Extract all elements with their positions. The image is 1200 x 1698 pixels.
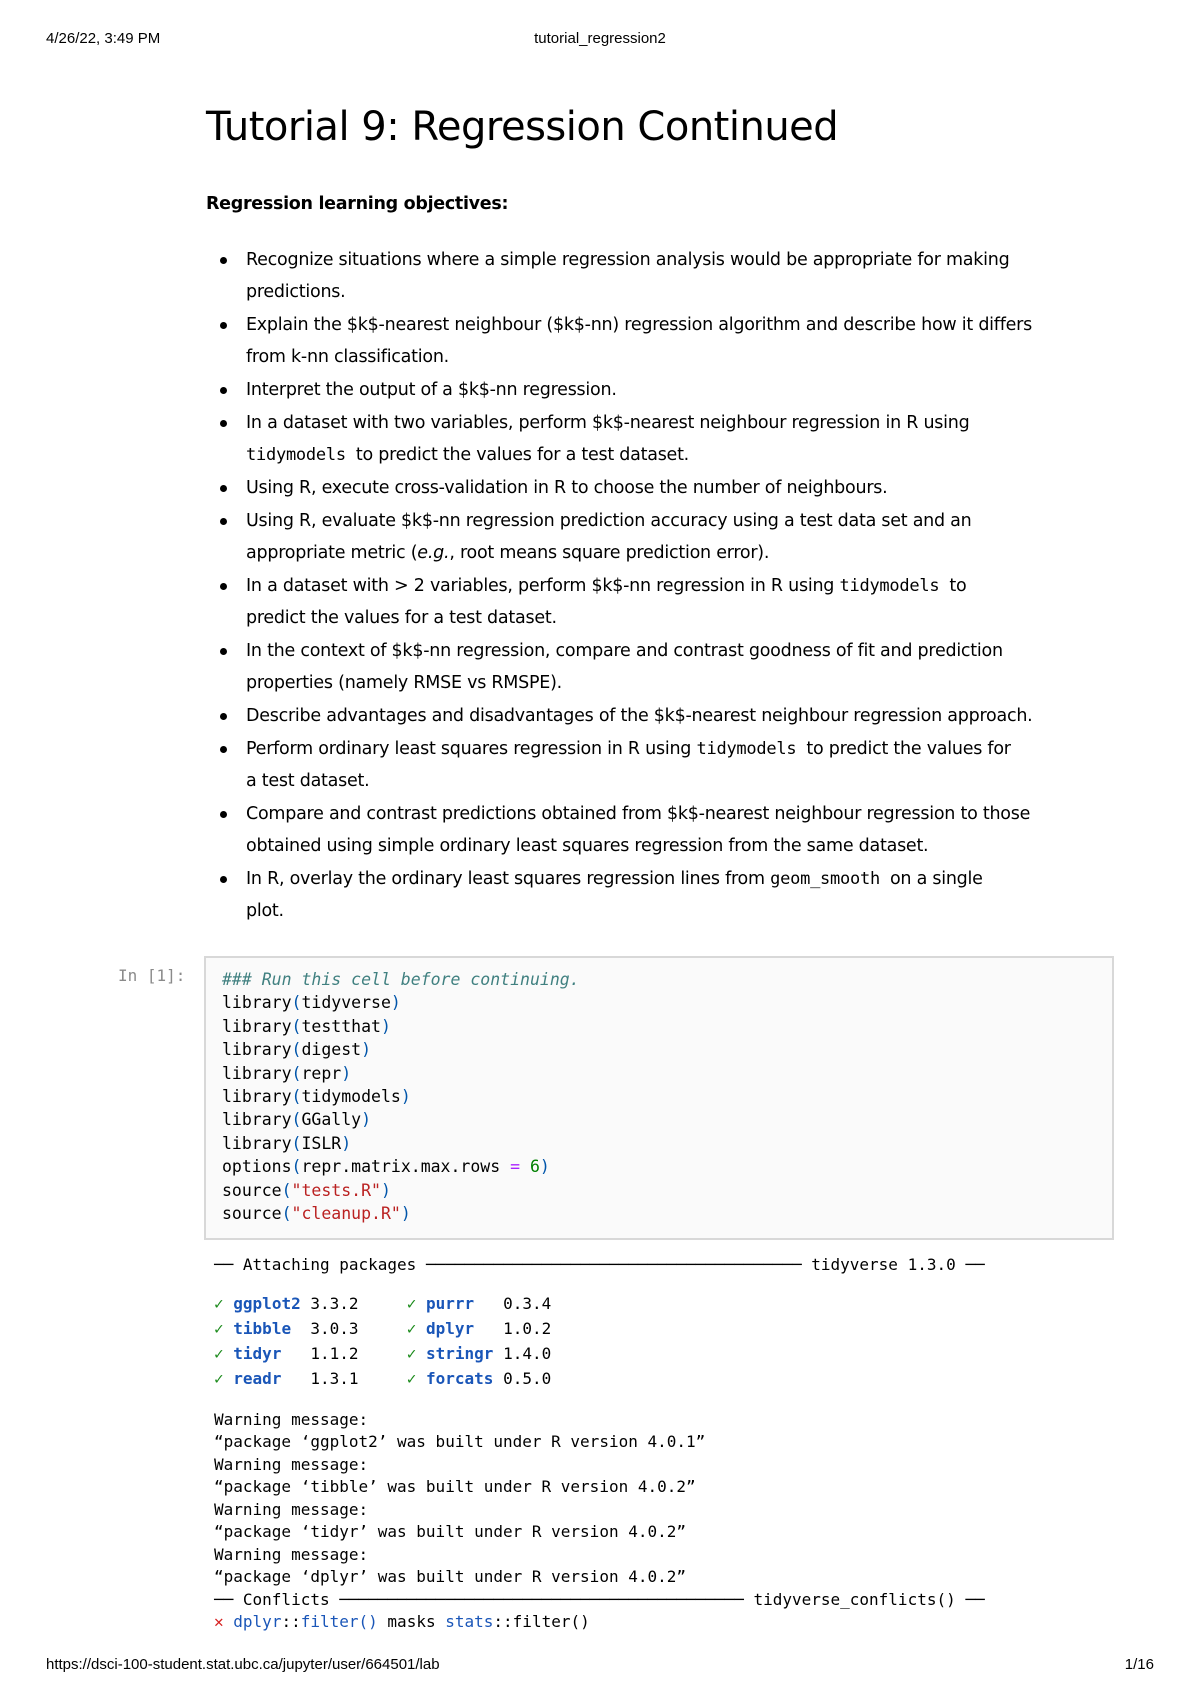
package-version: 1.4.0: [503, 1343, 552, 1363]
bullet-icon: [220, 420, 227, 427]
code-argument: tidymodels: [301, 1086, 401, 1106]
warning-label: Warning message:: [214, 1544, 369, 1564]
bullet-icon: [220, 485, 227, 492]
code-cell[interactable]: [204, 956, 1114, 1240]
package-version: 0.5.0: [503, 1368, 552, 1388]
code-paren: ): [380, 1016, 391, 1036]
code-function: options: [222, 1157, 292, 1177]
print-page-number: 1/16: [1124, 1656, 1154, 1673]
code-paren: (: [291, 1133, 302, 1153]
code-argument: digest: [301, 1040, 362, 1060]
package-version: 1.0.2: [503, 1318, 552, 1338]
code-argument: ISLR: [301, 1133, 342, 1153]
bullet-icon: [220, 257, 227, 264]
bullet-icon: [220, 583, 227, 590]
warning-text: “package ‘dplyr’ was built under R version 4.0.2”: [214, 1567, 687, 1586]
objective-text: appropriate metric (: [246, 543, 418, 563]
package-version: 3.3.2: [310, 1293, 359, 1313]
code-line: [222, 1038, 1112, 1061]
objective-item: [206, 374, 1106, 406]
code-string: "cleanup.R": [291, 1203, 401, 1223]
bullet-icon: [220, 322, 227, 329]
code-line: [222, 1062, 1112, 1085]
conflict-package: stats: [445, 1612, 494, 1631]
objective-text: on a single: [889, 869, 983, 889]
code-comment: ### Run this cell before continuing.: [222, 970, 580, 989]
conflict-function: filter(): [512, 1612, 590, 1631]
bullet-icon: [220, 387, 227, 394]
package-name: dplyr: [425, 1318, 494, 1338]
objective-item: [206, 407, 1106, 471]
code-paren: (: [291, 993, 302, 1013]
code-function: library: [222, 1063, 292, 1083]
check-icon: ✓: [214, 1368, 224, 1388]
objective-item: [206, 798, 1106, 862]
code-paren: ): [400, 1203, 411, 1223]
objective-text: to predict the values for a test dataset.: [355, 445, 689, 465]
objective-text: Perform ordinary least squares regression in R using: [246, 739, 697, 759]
check-icon: ✓: [214, 1293, 224, 1313]
objective-item: [206, 700, 1106, 732]
warning-text: “package ‘tibble’ was built under R version 4.0.2”: [214, 1477, 696, 1496]
code-paren: (: [291, 1157, 302, 1177]
objective-text: Interpret the output of a $k$-nn regression.: [246, 380, 617, 400]
code-function: library: [222, 1086, 292, 1106]
conflicts-line: ── Conflicts ────────────────────────────────────────── tidyverse_conflicts() ──: [214, 1589, 985, 1609]
check-icon: ✓: [214, 1318, 224, 1338]
namespace-separator: ::: [493, 1612, 513, 1631]
objective-text: In a dataset with two variables, perform $k$-nearest neighbour regression in R using: [246, 413, 970, 433]
code-paren: ): [400, 1086, 411, 1106]
warning-text: “package ‘tidyr’ was built under R version 4.0.2”: [214, 1522, 687, 1541]
package-row: [214, 1366, 1094, 1391]
notebook-title: Tutorial 9: Regression Continued: [206, 104, 839, 150]
code-line: [222, 1155, 1112, 1178]
code-function: library: [222, 1133, 292, 1153]
code-line: [222, 1108, 1112, 1131]
objective-text: to: [949, 576, 967, 596]
print-url: https://dsci-100-student.stat.ubc.ca/jupyter/user/664501/lab: [46, 1656, 440, 1673]
bullet-icon: [220, 713, 227, 720]
code-function: source: [222, 1203, 282, 1223]
print-datetime: 4/26/22, 3:49 PM: [46, 30, 161, 47]
code-paren: ): [539, 1157, 550, 1177]
package-row: [214, 1316, 1094, 1341]
objective-text: predict the values for a test dataset.: [246, 608, 557, 628]
code-paren: (: [291, 1063, 302, 1083]
code-line: [222, 1179, 1112, 1202]
check-icon: ✓: [406, 1368, 417, 1388]
code-paren: (: [281, 1203, 292, 1223]
code-paren: (: [281, 1180, 292, 1200]
warning-label: Warning message:: [214, 1499, 369, 1519]
objective-text: properties (namely RMSE vs RMSPE).: [246, 673, 562, 693]
package-row: [214, 1341, 1094, 1366]
objective-text: predictions.: [246, 282, 346, 302]
package-name: forcats: [425, 1368, 494, 1388]
code-paren: (: [291, 1016, 302, 1036]
objective-code: geom_smooth: [770, 869, 890, 889]
code-function: library: [222, 1110, 292, 1130]
objective-text: Describe advantages and disadvantages of the $k$-nearest neighbour regression approach.: [246, 706, 1033, 726]
objective-text: , root means square prediction error).: [449, 543, 770, 563]
objective-text: Recognize situations where a simple regression analysis would be appropriate for making: [246, 250, 1010, 270]
objective-item: [206, 505, 1106, 569]
code-paren: (: [291, 1110, 302, 1130]
code-function: library: [222, 993, 292, 1013]
code-function: library: [222, 1040, 292, 1060]
check-icon: ✓: [214, 1343, 224, 1363]
warning-label: Warning message:: [214, 1454, 369, 1474]
namespace-separator: ::: [281, 1612, 301, 1631]
conflict-function: filter(): [300, 1612, 378, 1631]
code-paren: ): [361, 1040, 372, 1060]
objective-item: [206, 309, 1106, 373]
code-argument: testthat: [301, 1016, 381, 1036]
cross-icon: ✕: [214, 1612, 224, 1631]
objective-text: Using R, execute cross-validation in R to choose the number of neighbours.: [246, 478, 888, 498]
bullet-icon: [220, 518, 227, 525]
package-row: [214, 1291, 1094, 1316]
code-line: [222, 1132, 1112, 1155]
print-page-title: tutorial_regression2: [534, 30, 666, 47]
code-paren: ): [390, 993, 401, 1013]
package-grid: [214, 1291, 1094, 1391]
code-paren: (: [291, 1040, 302, 1060]
conflict-row: [214, 1611, 1094, 1634]
check-icon: ✓: [406, 1343, 417, 1363]
objective-item: [206, 635, 1106, 699]
objective-item: [206, 863, 1106, 927]
package-name: tidyr: [233, 1343, 301, 1363]
cell-output: [214, 1254, 1094, 1634]
code-paren: ): [380, 1180, 391, 1200]
package-name: stringr: [425, 1343, 494, 1363]
objective-code: tidymodels: [696, 739, 807, 759]
attach-packages-line: ── Attaching packages ─────────────────────────────────────── tidyverse 1.3.0 ──: [214, 1255, 985, 1274]
package-name: ggplot2: [233, 1293, 301, 1313]
package-name: tibble: [233, 1318, 301, 1338]
objective-text: from k-nn classification.: [246, 347, 449, 367]
code-paren: ): [361, 1110, 372, 1130]
conflict-package: dplyr: [233, 1612, 282, 1631]
objective-code: tidymodels: [246, 445, 356, 465]
objective-item: [206, 733, 1106, 797]
code-line: [222, 991, 1112, 1014]
code-line: [222, 968, 1112, 991]
objective-emphasis: e.g.: [417, 543, 450, 563]
warning-label: Warning message:: [214, 1409, 369, 1429]
warnings: [214, 1409, 1094, 1634]
code-argument: repr: [301, 1063, 342, 1083]
objective-text: a test dataset.: [246, 771, 370, 791]
bullet-icon: [220, 876, 227, 883]
check-icon: ✓: [406, 1293, 417, 1313]
code-function: library: [222, 1016, 292, 1036]
code-number: 6: [529, 1157, 540, 1177]
package-name: purrr: [425, 1293, 494, 1313]
objective-item: [206, 244, 1106, 308]
code-argument: tidyverse: [301, 993, 391, 1013]
objective-text: plot.: [246, 901, 284, 921]
package-name: readr: [233, 1368, 301, 1388]
objective-text: Using R, evaluate $k$-nn regression prediction accuracy using a test data set and an: [246, 511, 972, 531]
package-version: 1.1.2: [310, 1343, 359, 1363]
warning-text: “package ‘ggplot2’ was built under R version 4.0.1”: [214, 1432, 706, 1451]
objective-item: [206, 472, 1106, 504]
code-paren: ): [341, 1063, 352, 1083]
check-icon: ✓: [406, 1318, 417, 1338]
objectives-list: [206, 244, 1106, 928]
code-argument: repr.matrix.max.rows: [301, 1157, 501, 1177]
code-line: [222, 1015, 1112, 1038]
objective-text: In R, overlay the ordinary least squares regression lines from: [246, 869, 771, 889]
package-version: 3.0.3: [310, 1318, 359, 1338]
objective-text: Compare and contrast predictions obtained from $k$-nearest neighbour regression to those: [246, 804, 1031, 824]
code-line: [222, 1085, 1112, 1108]
objective-text: obtained using simple ordinary least squares regression from the same dataset.: [246, 836, 929, 856]
bullet-icon: [220, 746, 227, 753]
objective-code: tidymodels: [839, 576, 950, 596]
conflict-masks: masks: [387, 1612, 436, 1631]
bullet-icon: [220, 811, 227, 818]
code-operator: =: [500, 1157, 530, 1177]
objective-text: In the context of $k$-nn regression, compare and contrast goodness of fit and prediction: [246, 641, 1003, 661]
code-string: "tests.R": [291, 1180, 381, 1200]
code-paren: ): [341, 1133, 352, 1153]
objective-text: to predict the values for: [806, 739, 1011, 759]
objectives-heading: Regression learning objectives:: [206, 194, 509, 214]
cell-prompt: In [1]:: [118, 966, 186, 985]
objective-text: In a dataset with > 2 variables, perform $k$-nn regression in R using: [246, 576, 840, 596]
code-function: source: [222, 1180, 282, 1200]
code-argument: GGally: [301, 1110, 362, 1130]
bullet-icon: [220, 648, 227, 655]
package-version: 0.3.4: [503, 1293, 552, 1313]
objective-item: [206, 570, 1106, 634]
code-line: [222, 1202, 1112, 1225]
objective-text: Explain the $k$-nearest neighbour ($k$-nn) regression algorithm and describe how it differs: [246, 315, 1032, 335]
package-version: 1.3.1: [310, 1368, 359, 1388]
code-paren: (: [291, 1086, 302, 1106]
